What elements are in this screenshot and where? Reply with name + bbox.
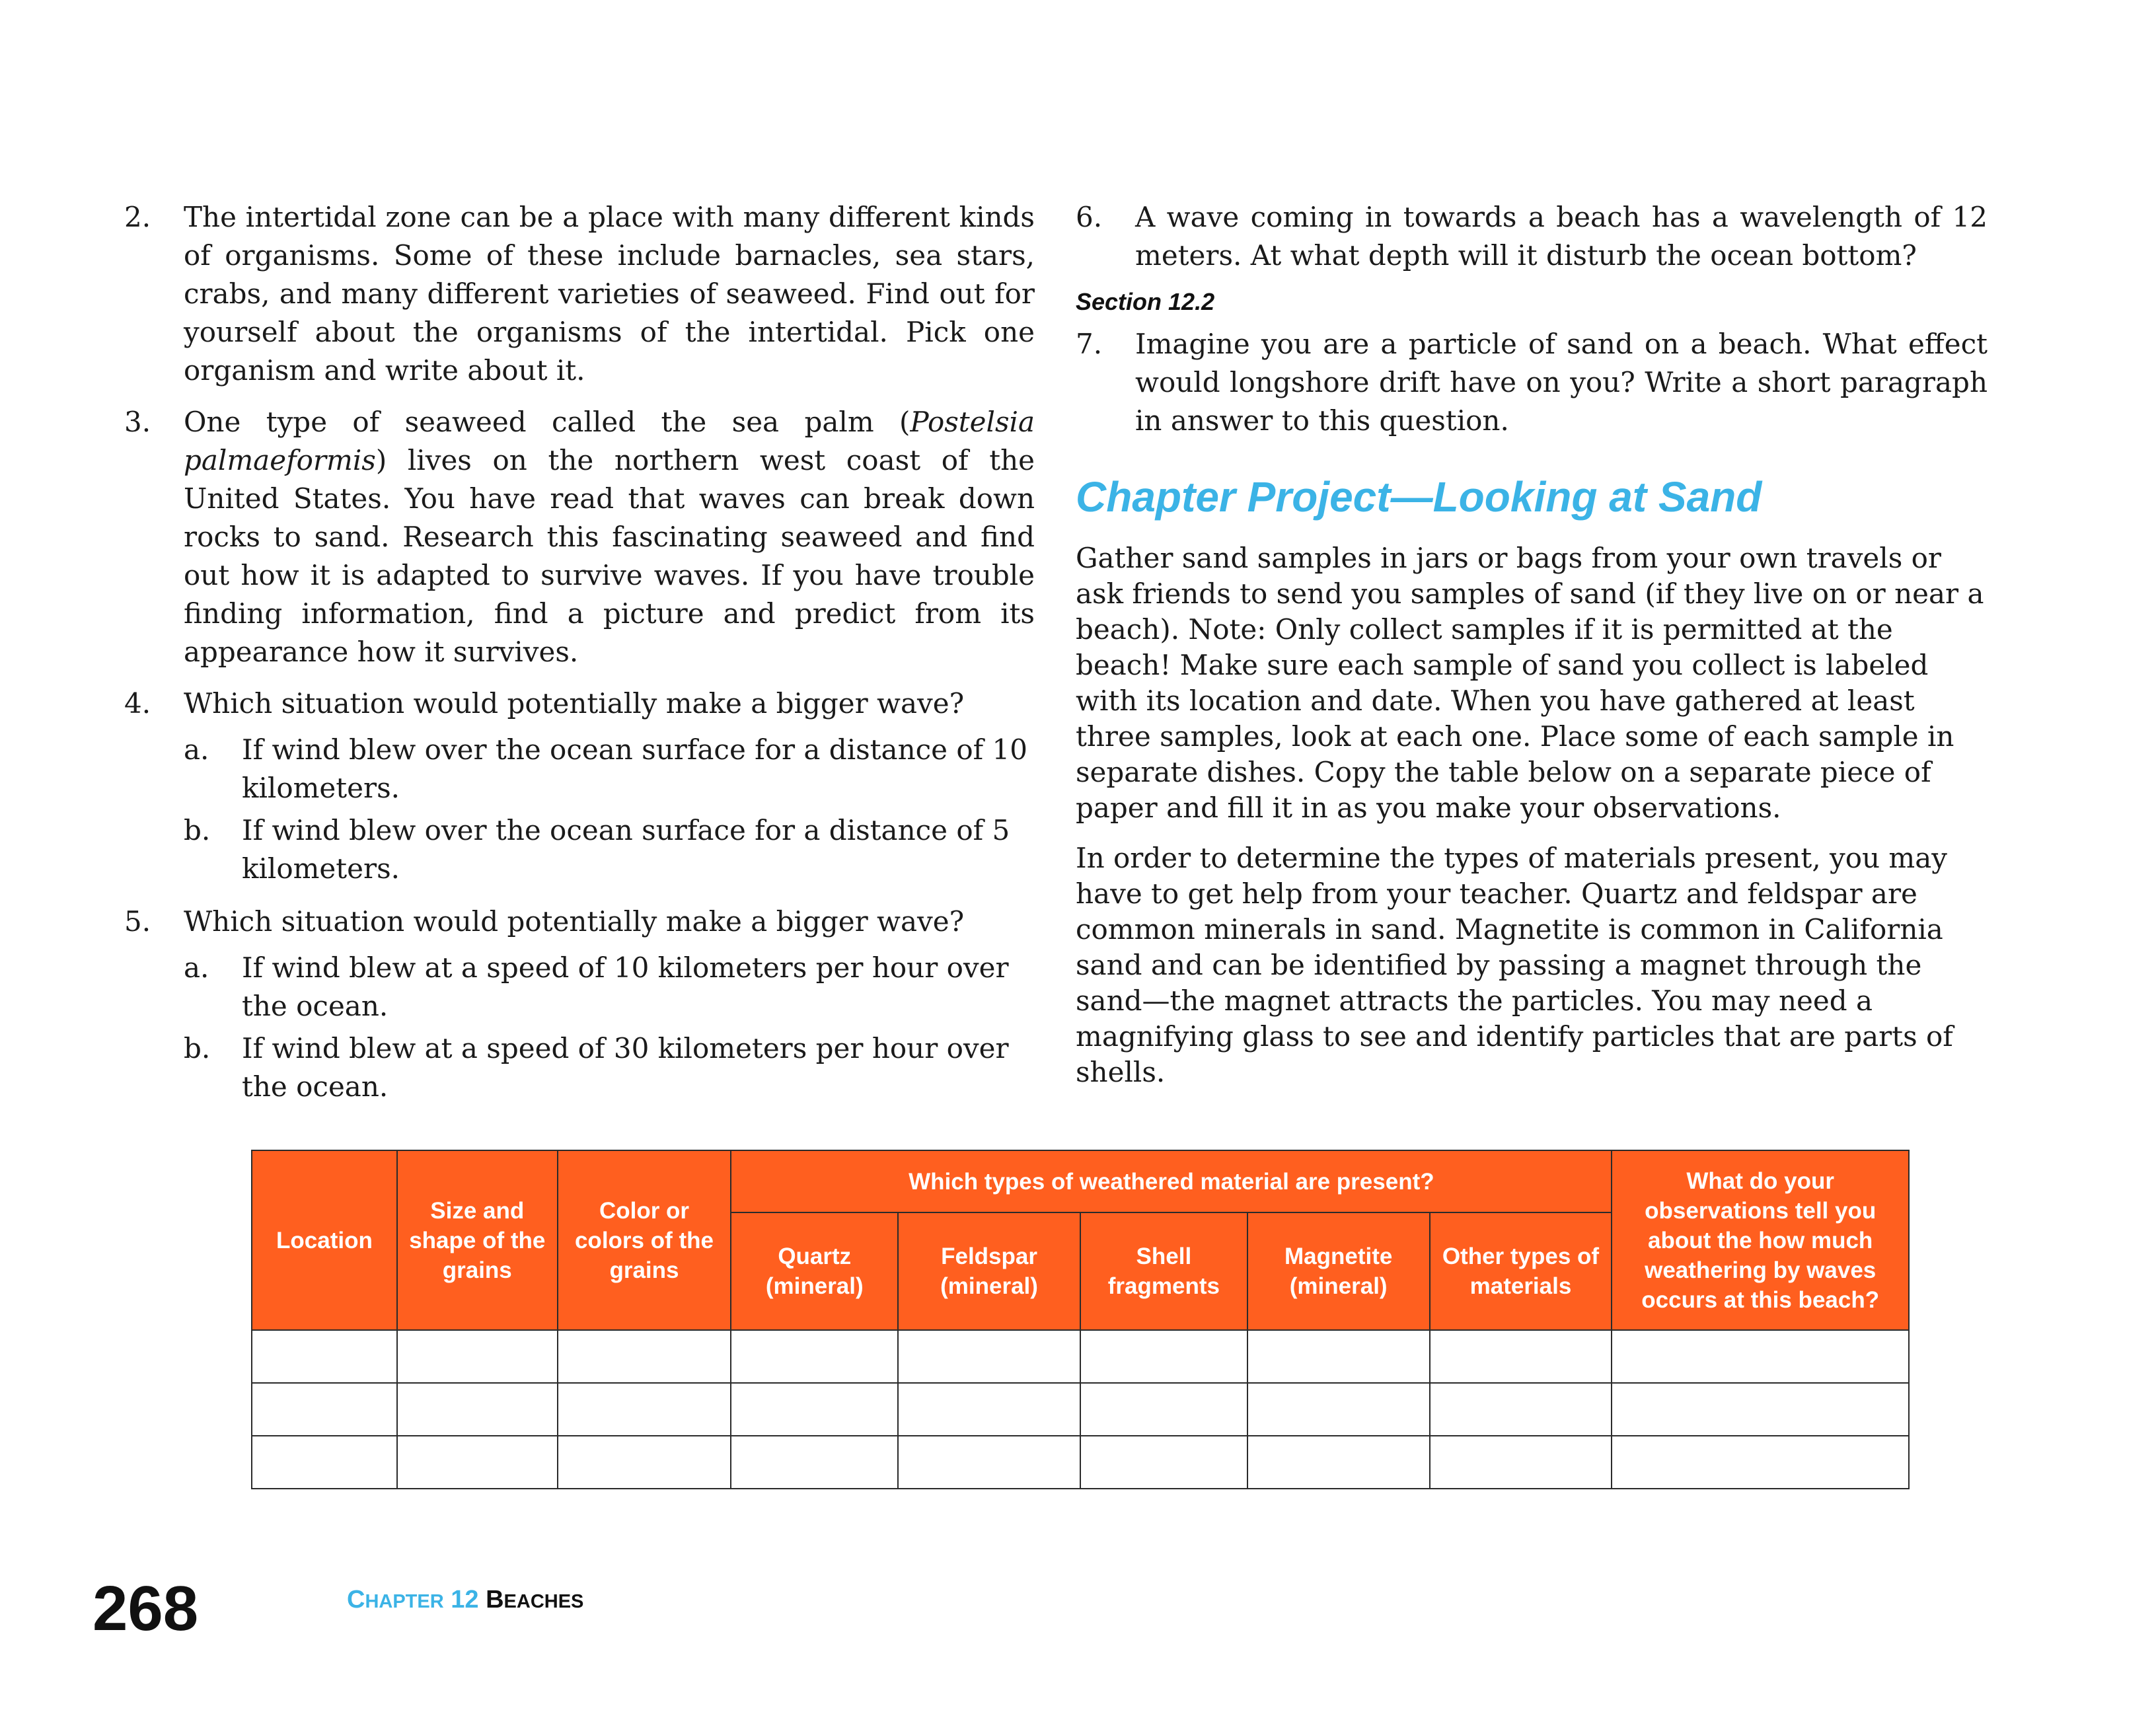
table-cell — [252, 1330, 397, 1383]
option-text: If wind blew at a speed of 30 kilometers per hour over the ocean. — [242, 1032, 1009, 1103]
table-cell — [1612, 1383, 1909, 1436]
header-size-shape: Size and shape of the grains — [397, 1150, 558, 1330]
question-text: Imagine you are a particle of sand on a beach. What effect would longshore drift have on you? Write a short paragraph in answer to this question. — [1135, 328, 1988, 437]
page-number: 268 — [93, 1573, 199, 1644]
question-text: ) lives on the northern west coast of the United States. You have read that waves can break down rocks to sand. Research this fascinating seaweed and find out how it is adapted to survive waves. If you have trouble finding information, find a picture and predict from its appearance how it survives. — [184, 444, 1035, 668]
table-cell — [1080, 1330, 1247, 1383]
question-text: The intertidal zone can be a place with many different kinds of organisms. Some of these include barnacles, sea stars, crabs, and many different varieties of seaweed. Find out for yourself about the organisms of the intertidal. Pick one organism and write about it. — [184, 201, 1035, 387]
table-cell — [252, 1383, 397, 1436]
option-letter: b. — [184, 814, 211, 846]
question-4 — [124, 685, 1035, 723]
table-cell — [731, 1436, 898, 1489]
question-number: 2. — [124, 201, 151, 233]
table-cell — [558, 1383, 731, 1436]
table-cell — [731, 1383, 898, 1436]
header-feldspar: Feldspar (mineral) — [898, 1212, 1080, 1330]
question-number: 5. — [124, 905, 151, 938]
option-letter: a. — [184, 951, 209, 984]
chapter-label: CHAPTER 12 — [347, 1586, 479, 1614]
table-cell — [1247, 1383, 1430, 1436]
question-text: A wave coming in towards a beach has a wavelength of 12 meters. At what depth will it disturb the ocean bottom? — [1135, 201, 1988, 272]
table-cell — [1247, 1436, 1430, 1489]
option-letter: b. — [184, 1032, 211, 1064]
table-cell — [731, 1330, 898, 1383]
question-number: 6. — [1076, 201, 1103, 233]
table-cell — [1430, 1436, 1612, 1489]
table-cell — [252, 1436, 397, 1489]
table-cell — [898, 1330, 1080, 1383]
question-number: 4. — [124, 687, 151, 720]
option-letter: a. — [184, 733, 209, 766]
table-cell — [898, 1436, 1080, 1489]
question-number: 7. — [1076, 328, 1103, 360]
question-6 — [1076, 198, 1988, 275]
table-row — [252, 1436, 1909, 1489]
table-cell — [1247, 1330, 1430, 1383]
header-observations: What do your observations tell you about the how much weathering by waves occurs at this beach? — [1612, 1150, 1909, 1330]
table-cell — [397, 1436, 558, 1489]
table-row — [252, 1330, 1909, 1383]
header-quartz: Quartz (mineral) — [731, 1212, 898, 1330]
question-4-option-b — [124, 811, 1035, 888]
question-text: Which situation would potentially make a bigger wave? — [184, 905, 965, 938]
option-text: If wind blew over the ocean surface for a distance of 5 kilometers. — [242, 814, 1010, 885]
table-cell — [397, 1330, 558, 1383]
header-weathered-material: Which types of weathered material are present? — [731, 1150, 1612, 1212]
left-column — [124, 198, 1035, 1110]
question-text: Which situation would potentially make a bigger wave? — [184, 687, 965, 720]
sand-observation-table — [251, 1150, 1910, 1489]
table-cell — [397, 1383, 558, 1436]
chapter-project-heading: Chapter Project—Looking at Sand — [1076, 473, 1762, 521]
question-3 — [124, 403, 1035, 671]
table-cell — [898, 1383, 1080, 1436]
right-column — [1076, 198, 1988, 1105]
table-row — [252, 1383, 1909, 1436]
table-cell — [1612, 1436, 1909, 1489]
question-2 — [124, 198, 1035, 390]
question-5-option-b — [124, 1029, 1035, 1106]
question-5-option-a — [124, 949, 1035, 1025]
option-text: If wind blew over the ocean surface for a distance of 10 kilometers. — [242, 733, 1028, 804]
table-cell — [1080, 1383, 1247, 1436]
question-number: 3. — [124, 406, 151, 438]
project-paragraph-2: In order to determine the types of materials present, you may have to get help from your teacher. Quartz and feldspar are common minerals in sand. Magnetite is common in California sand and can be identified by passing a magnet through the sand—the magnet attracts the particles. You may need a magnifying glass to see and identify particles that are parts of shells. — [1076, 842, 1953, 1088]
chapter-title: BEACHES — [486, 1586, 584, 1614]
table-cell — [558, 1436, 731, 1489]
header-other: Other types of materials — [1430, 1212, 1612, 1330]
project-paragraph-1: Gather sand samples in jars or bags from your own travels or ask friends to send you samples of sand (if they live on or near a beach). Note: Only collect samples if it is permitted at the beach! Make sure each sample of sand you collect is labeled with its location and date. When you have gathered at least three samples, look at each one. Place some of each sample in separate dishes. Copy the table below on a separate piece of paper and fill it in as you make your observations. — [1076, 542, 1984, 824]
header-magnetite: Magnetite (mineral) — [1247, 1212, 1430, 1330]
table-cell — [558, 1330, 731, 1383]
table-cell — [1430, 1383, 1612, 1436]
table-cell — [1430, 1330, 1612, 1383]
header-location: Location — [252, 1150, 397, 1330]
header-color: Color or colors of the grains — [558, 1150, 731, 1330]
question-4-option-a — [124, 731, 1035, 807]
running-head — [347, 1584, 583, 1617]
question-text: One type of seaweed called the sea palm ( — [184, 406, 911, 438]
question-5 — [124, 903, 1035, 941]
option-text: If wind blew at a speed of 10 kilometers per hour over the ocean. — [242, 951, 1009, 1022]
section-label: Section 12.2 — [1076, 288, 1215, 315]
table-cell — [1612, 1330, 1909, 1383]
question-7 — [1076, 325, 1988, 440]
header-shell: Shell fragments — [1080, 1212, 1247, 1330]
species-name: Postelsia palmaeformis — [184, 406, 1035, 476]
table-cell — [1080, 1436, 1247, 1489]
